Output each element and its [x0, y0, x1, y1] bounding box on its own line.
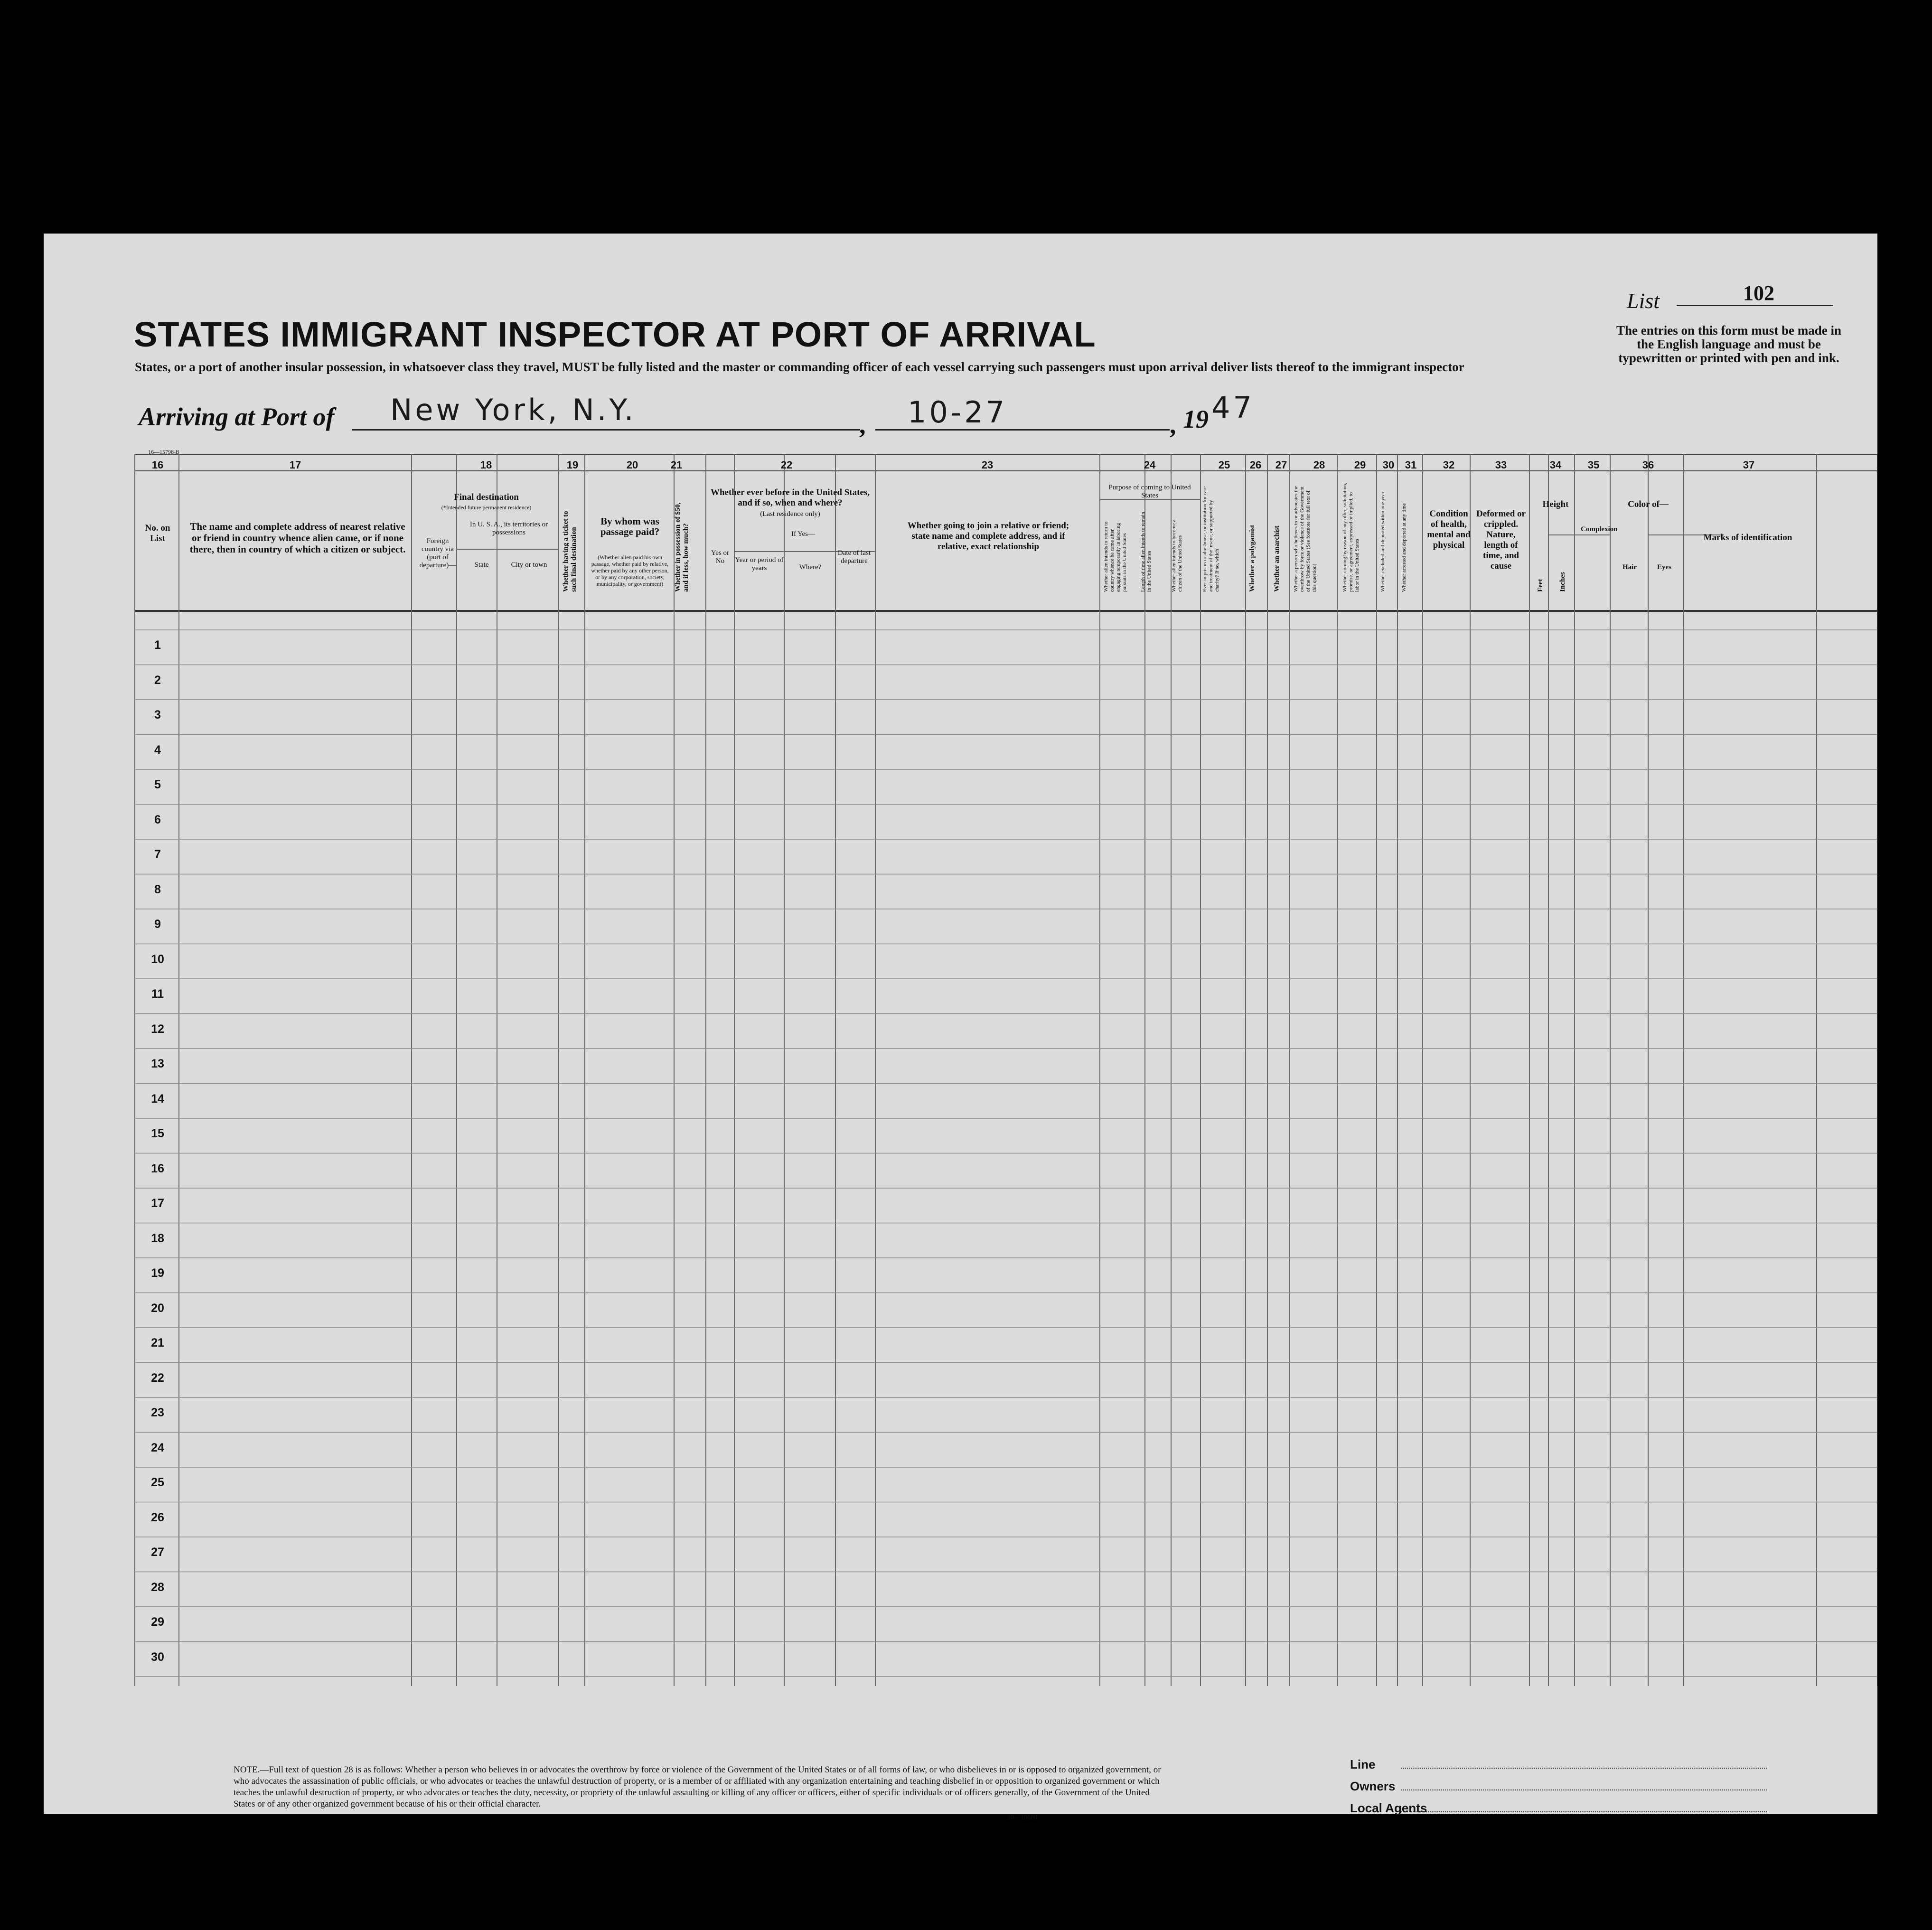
- list-number: 102: [1743, 281, 1774, 305]
- year-printed: 19: [1183, 405, 1209, 433]
- row-number: 5: [154, 778, 161, 791]
- col-24-return: Whether alien intends to return to country whence he came after engaging temporarily in laboring pursuits in the United States: [1103, 521, 1127, 592]
- row-number: 27: [151, 1546, 164, 1559]
- col-24-citizen: Whether alien intends to become a citizen of the United States: [1171, 519, 1183, 592]
- col-28-header: Whether a person who believes in or advocates the overthrow by force or violence of the Government of the United States (See footnote for full text of this question): [1293, 486, 1317, 592]
- port-handwritten: New York, N.Y.: [390, 393, 637, 427]
- row-number: 9: [154, 918, 161, 931]
- col-30-header: Whether excluded and deported within one year: [1380, 491, 1386, 592]
- col-20-header: By whom was passage paid?: [600, 515, 660, 537]
- col-21-header: Whether in possession of $50, and if less, how much?: [674, 502, 690, 592]
- form-number: 10—10600: [1007, 1814, 1037, 1821]
- local-agents-label: Local Agents: [1350, 1801, 1427, 1815]
- col-22-ifyes: If Yes—: [791, 530, 815, 538]
- row-number: 12: [151, 1022, 164, 1036]
- date-comma: ,: [1170, 411, 1176, 439]
- col-20-subheader: (Whether alien paid his own passage, whether paid by relative, whether paid by any other person, or by any corporation, society, municipality, or government): [591, 554, 669, 587]
- col-18-usa: In U. S. A., its territories or possessions: [469, 521, 548, 536]
- col-36-hair: Hair: [1623, 563, 1637, 571]
- col-23-header: Whether going to join a relative or friend; state name and complete address, and if relative, exact relationship: [907, 521, 1069, 552]
- row-number: 23: [151, 1406, 164, 1419]
- row-number: 8: [154, 882, 161, 896]
- owners-label: Owners: [1350, 1779, 1396, 1793]
- col-number-16: 16: [151, 459, 164, 471]
- col-18-foreign: Foreign country via (port of departure)—: [419, 537, 456, 569]
- row-number: 22: [151, 1371, 164, 1385]
- row-number: 21: [151, 1336, 164, 1349]
- col-number-36: 36: [1642, 459, 1654, 471]
- col-number-17: 17: [289, 459, 301, 471]
- row-number: 16: [151, 1162, 164, 1175]
- col-36-header: Color of—: [1628, 499, 1669, 509]
- col-27-header: Whether an anarchist: [1273, 525, 1281, 592]
- col-18-header: Final destination: [454, 492, 519, 502]
- form-title: STATES IMMIGRANT INSPECTOR AT PORT OF ARRIVAL: [134, 315, 1096, 354]
- col-18-subheader: (*Intended future permanent residence): [441, 504, 532, 511]
- col-24-length: Length of time alien intends to remain in the United States: [1140, 512, 1152, 592]
- col-35-header: Complexion: [1581, 525, 1618, 533]
- row-number: 20: [151, 1301, 164, 1315]
- col-number-22: 22: [780, 459, 793, 471]
- col-number-27: 27: [1275, 459, 1287, 471]
- col-18-city: City or town: [511, 561, 547, 569]
- col-number-24: 24: [1144, 459, 1156, 471]
- col-34-feet: Feet: [1537, 579, 1544, 592]
- col-26-header: Whether a polygamist: [1248, 525, 1256, 592]
- year-handwritten: 47: [1211, 390, 1255, 425]
- line-field[interactable]: [1401, 1768, 1767, 1769]
- col-number-20: 20: [626, 459, 638, 471]
- row-number: 1: [154, 638, 161, 652]
- col-33-header: Deformed or crippled. Nature, length of time, and cause: [1476, 509, 1526, 571]
- row-number: 29: [151, 1615, 164, 1629]
- col-22-year: Year or period of years: [735, 556, 784, 572]
- row-number: 13: [151, 1057, 164, 1070]
- col-22-yesno: Yes or No: [711, 549, 730, 565]
- col-22-where: Where?: [799, 563, 822, 571]
- row-number: 28: [151, 1580, 164, 1594]
- footnote: NOTE.—Full text of question 28 is as follows: Whether a person who believes in or advocates the overthrow by force or violence of the Government of the United States or of all forms of law, or who disbelieves in or is opposed to organized government, or who advocates the assassination of public officials, or who advocates or teaches the unlawful destruction of property, or is a member of or affiliated with any organization entertaining and teaching disbelief in or opposition to organized government or which teaches the unlawful destruction of property, or who advocates or teaches the duty, necessity, or propriety of the unlawful assaulting or killing of any officer or officers, either of specific individuals or of officers generally, of the Government of the United States or of any other organized government because of his or their official character.: [234, 1765, 1161, 1809]
- row-number: 18: [151, 1231, 164, 1245]
- col-number-33: 33: [1495, 459, 1507, 471]
- col-number-30: 30: [1382, 459, 1395, 471]
- row-number: 17: [151, 1197, 164, 1210]
- row-number: 6: [154, 813, 161, 826]
- col-18-state: State: [474, 561, 489, 569]
- arriving-label: Arriving at Port of: [139, 403, 335, 431]
- port-underline: [352, 429, 860, 431]
- row-number: 14: [151, 1092, 164, 1106]
- owners-field[interactable]: [1401, 1789, 1767, 1790]
- col-number-25: 25: [1218, 459, 1230, 471]
- col-number-34: 34: [1549, 459, 1562, 471]
- list-label: List: [1627, 289, 1660, 313]
- col-22-subheader: (Last residence only): [760, 510, 820, 518]
- row-number: 30: [151, 1650, 164, 1664]
- col-16-header: No. on List: [145, 523, 170, 543]
- col-31-header: Whether arrested and deported at any time: [1401, 503, 1407, 592]
- col-number-23: 23: [981, 459, 994, 471]
- row-number: 24: [151, 1441, 164, 1454]
- col-34-header: Height: [1542, 499, 1569, 509]
- col-36-eyes: Eyes: [1657, 563, 1671, 571]
- col-number-19: 19: [566, 459, 579, 471]
- row-number: 10: [151, 952, 164, 966]
- language-notice: The entries on this form must be made in the English language and must be typewritten or printed with pen and ink.: [1616, 323, 1841, 365]
- row-number: 4: [154, 743, 161, 757]
- row-number: 19: [151, 1266, 164, 1280]
- row-number: 25: [151, 1476, 164, 1489]
- col-number-31: 31: [1405, 459, 1417, 471]
- row-number: 11: [151, 987, 164, 1001]
- local-agents-field[interactable]: [1401, 1811, 1767, 1812]
- col-number-32: 32: [1443, 459, 1455, 471]
- row-number: 26: [151, 1510, 164, 1524]
- row-number: 2: [154, 673, 161, 687]
- col-number-29: 29: [1354, 459, 1366, 471]
- col-number-21: 21: [670, 459, 683, 471]
- form-code: 16—15798-B: [148, 449, 179, 455]
- row-number: 15: [151, 1127, 164, 1140]
- col-17-header: The name and complete address of nearest relative or friend in country whence alien came, or if none there, then in country of which a citizen or subject.: [189, 521, 406, 555]
- col-29-header: Whether coming by reason of any offer, solicitation, promise, or agreement, expressed or implied, to labor in the United States: [1342, 483, 1360, 592]
- row-number: 7: [154, 848, 161, 861]
- col-number-37: 37: [1743, 459, 1755, 471]
- col-22-header: Whether ever before in the United States, and if so, when and where?: [710, 487, 870, 508]
- col-number-35: 35: [1587, 459, 1600, 471]
- col-32-header: Condition of health, mental and physical: [1427, 509, 1471, 550]
- row-number: 3: [154, 708, 161, 721]
- col-19-header: Whether having a ticket to such final destination: [562, 511, 578, 592]
- col-22-date: Date of last departure: [837, 549, 871, 565]
- col-number-26: 26: [1249, 459, 1262, 471]
- col-number-18: 18: [480, 459, 492, 471]
- col-number-28: 28: [1313, 459, 1325, 471]
- col-34-inches: Inches: [1559, 572, 1566, 592]
- grid-lines: [44, 454, 1877, 1783]
- col-37-header: Marks of identification: [1703, 533, 1792, 543]
- manifest-sheet: [44, 234, 1877, 1821]
- date-handwritten: 10-27: [908, 395, 1008, 430]
- form-subtitle: States, or a port of another insular possession, in whatsoever class they travel, MUST be fully listed and the master or commanding officer of each vessel carrying such passengers must upon arrival deliver lists thereof to the immigrant inspector: [135, 360, 1464, 374]
- line-label: Line: [1350, 1757, 1376, 1771]
- col-24-header: Purpose of coming to United States: [1108, 484, 1191, 499]
- port-comma: ,: [859, 411, 866, 439]
- col-25-header: Ever in prison or almshouse, or institution for care and treatment of the insane, or supported by charity? If so, which: [1202, 486, 1220, 592]
